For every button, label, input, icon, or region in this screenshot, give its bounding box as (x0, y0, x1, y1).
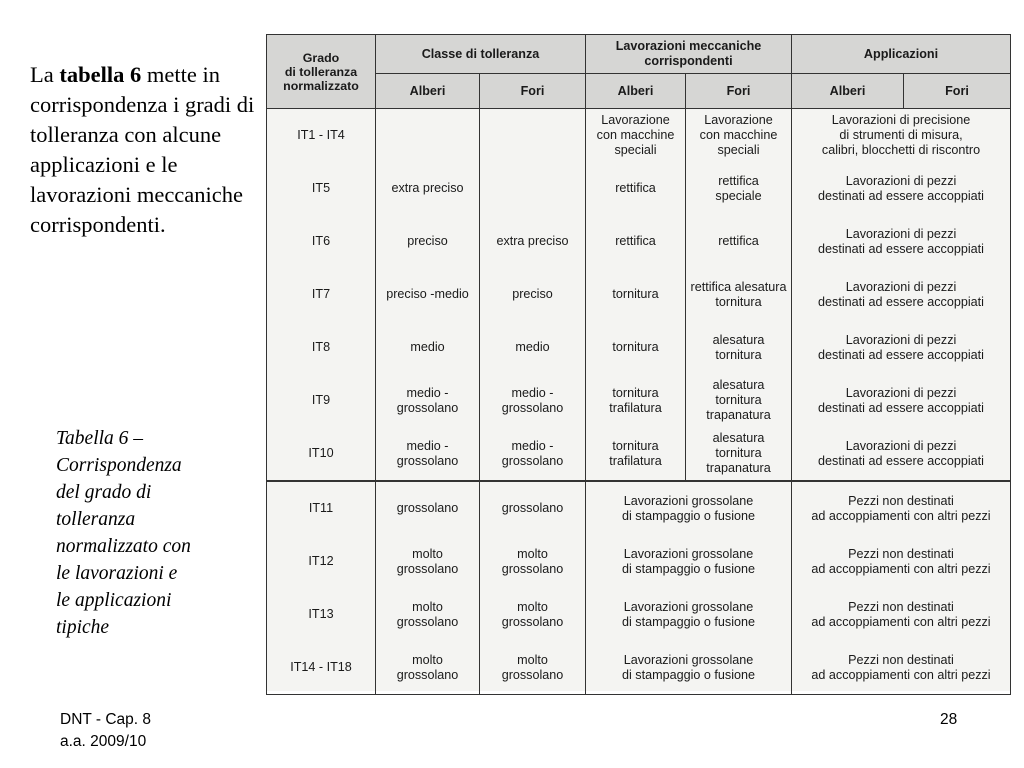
footer-year: a.a. 2009/10 (60, 733, 147, 750)
cell-grade: IT10 (267, 427, 376, 481)
cell-tol-hole-line: preciso (512, 287, 553, 301)
header-grade (267, 35, 376, 109)
header-grade-line: Grado (302, 50, 340, 65)
header-machining (586, 35, 792, 74)
cell-tol-hole (480, 162, 586, 215)
cell-tol-hole-line: grossolano (501, 614, 564, 629)
table-row (267, 162, 1011, 215)
header-app-holes: Fori (904, 74, 1011, 109)
cell-machining-line: di stampaggio o fusione (621, 614, 756, 629)
cell-mach-hole (686, 268, 792, 321)
caption-line: Tabella 6 – (56, 428, 144, 449)
cell-tol-shaft-line: medio - (406, 438, 449, 453)
cell-mach-hole-line: trapanatura (706, 408, 771, 422)
cell-application-line: Lavorazioni di pezzi (845, 226, 957, 241)
cell-tol-shaft-line: grossolano (396, 561, 459, 576)
caption-line: normalizzato con (56, 536, 191, 557)
cell-machining-line: di stampaggio o fusione (621, 561, 756, 576)
cell-mach-shaft-line: rettifica (615, 181, 656, 195)
cell-tol-hole-line: grossolano (501, 453, 564, 468)
cell-mach-hole-line: rettifica (718, 234, 759, 248)
cell-application-line: destinati ad essere accoppiati (818, 347, 984, 362)
cell-mach-hole-line: alesatura (712, 431, 765, 445)
cell-application-line: Pezzi non destinati (848, 546, 954, 561)
cell-machining-line: di stampaggio o fusione (621, 667, 756, 682)
cell-mach-hole-line: rettifica alesatura (690, 279, 787, 294)
cell-mach-shaft-line: trafilatura (609, 400, 662, 415)
intro-text-pre: La (30, 62, 60, 87)
table-row (267, 268, 1011, 321)
caption-line: Corrispondenza (56, 455, 182, 476)
tolerance-table-image (266, 34, 1010, 691)
cell-tol-hole-line: extra preciso (496, 234, 569, 248)
cell-application-line: Lavorazioni di pezzi (845, 438, 957, 453)
header-grade-line: normalizzato (283, 78, 359, 93)
cell-mach-shaft (586, 268, 686, 321)
cell-tol-shaft-line: preciso (407, 234, 448, 248)
header-mach-shafts: Alberi (586, 74, 686, 109)
cell-mach-hole-line: tornitura (715, 446, 762, 460)
cell-application-line: ad accoppiamenti con altri pezzi (811, 561, 991, 576)
cell-application-line: calibri, blocchetti di riscontro (821, 143, 981, 157)
cell-mach-shaft-line: tornitura (612, 340, 659, 354)
cell-tol-shaft-line: medio (410, 340, 445, 354)
cell-mach-shaft-line: Lavorazione (601, 113, 670, 127)
cell-machining-line: Lavorazioni grossolane (623, 493, 754, 508)
cell-grade: IT1 - IT4 (267, 109, 376, 163)
cell-tol-shaft-line: medio - (406, 385, 449, 400)
cell-tol-hole-line: grossolano (501, 501, 564, 515)
cell-mach-hole-line: tornitura (715, 347, 762, 362)
cell-application-line: destinati ad essere accoppiati (818, 188, 984, 203)
caption-line: le lavorazioni e (56, 563, 178, 584)
cell-mach-shaft-line: speciali (614, 143, 657, 157)
table-row (267, 481, 1011, 535)
header-tol-holes: Fori (480, 74, 586, 109)
cell-tol-shaft (376, 374, 480, 427)
cell-tol-hole-line: medio - (511, 438, 554, 453)
cell-application-line: destinati ad essere accoppiati (818, 294, 984, 309)
cell-application-line: Lavorazioni di pezzi (845, 279, 957, 294)
footer-course: DNT - Cap. 8 (60, 711, 152, 728)
cell-application-line: Pezzi non destinati (848, 493, 954, 508)
tolerance-table (266, 34, 1011, 695)
header-grade-line: di tolleranza (284, 64, 358, 79)
cell-mach-shaft (586, 321, 686, 374)
caption-line: del grado di (56, 482, 152, 503)
cell-application-line: destinati ad essere accoppiati (818, 400, 984, 415)
cell-grade: IT14 - IT18 (267, 641, 376, 695)
caption-line: le applicazioni (56, 590, 172, 611)
intro-text-bold: tabella 6 (59, 62, 142, 87)
footer-course-info (60, 709, 151, 753)
cell-mach-hole (686, 109, 792, 163)
cell-mach-shaft-line: tornitura (612, 438, 659, 453)
cell-mach-shaft-line: con macchine (596, 128, 675, 142)
cell-application-line: di strumenti di misura, (839, 128, 963, 142)
cell-application-line: ad accoppiamenti con altri pezzi (811, 508, 991, 523)
cell-tol-hole-line: grossolano (501, 400, 564, 415)
intro-text-post: mette in corrispondenza i gradi di tolleranza con alcune applicazioni e le lavorazioni meccaniche corrispondenti. (30, 62, 255, 237)
table-body (267, 109, 1011, 695)
cell-grade: IT5 (267, 162, 376, 215)
cell-tol-shaft (376, 481, 480, 535)
cell-tol-hole-line: molto (517, 546, 548, 561)
cell-mach-shaft (586, 162, 686, 215)
cell-mach-shaft (586, 427, 686, 481)
cell-tol-hole (480, 427, 586, 481)
cell-machining (586, 641, 792, 695)
cell-machining (586, 588, 792, 641)
cell-mach-hole-line: speciali (717, 143, 760, 157)
cell-tol-shaft-line: extra preciso (391, 181, 464, 195)
cell-tol-shaft-line: grossolano (396, 400, 459, 415)
cell-mach-hole (686, 427, 792, 481)
table-row (267, 641, 1011, 695)
cell-application-line: ad accoppiamenti con altri pezzi (811, 614, 991, 629)
cell-application (792, 535, 1011, 588)
cell-grade: IT12 (267, 535, 376, 588)
cell-mach-hole-line: rettifica (718, 173, 759, 188)
cell-machining (586, 535, 792, 588)
header-machining-line: Lavorazioni meccaniche (615, 39, 762, 53)
cell-tol-hole (480, 374, 586, 427)
cell-tol-hole-line: medio - (511, 385, 554, 400)
cell-tol-shaft (376, 535, 480, 588)
cell-grade: IT6 (267, 215, 376, 268)
cell-machining-line: di stampaggio o fusione (621, 508, 756, 523)
cell-tol-shaft-line: molto (412, 546, 443, 561)
cell-application (792, 481, 1011, 535)
cell-grade: IT9 (267, 374, 376, 427)
cell-application-line: Pezzi non destinati (848, 652, 954, 667)
table-row (267, 374, 1011, 427)
cell-mach-hole-line: con macchine (699, 128, 778, 142)
cell-tol-shaft (376, 162, 480, 215)
cell-application (792, 427, 1011, 481)
cell-tol-hole (480, 588, 586, 641)
cell-mach-hole-line: trapanatura (706, 461, 771, 475)
cell-application-line: Lavorazioni di pezzi (845, 385, 957, 400)
cell-tol-hole (480, 268, 586, 321)
cell-grade: IT13 (267, 588, 376, 641)
cell-application (792, 321, 1011, 374)
table-row (267, 588, 1011, 641)
cell-tol-shaft (376, 268, 480, 321)
header-tol-shafts: Alberi (376, 74, 480, 109)
table-row (267, 427, 1011, 481)
cell-grade: IT7 (267, 268, 376, 321)
cell-tol-hole-line: medio (515, 340, 550, 354)
cell-tol-hole (480, 641, 586, 695)
cell-tol-shaft-line: grossolano (396, 501, 459, 515)
cell-mach-hole-line: alesatura (712, 332, 765, 347)
table-row (267, 321, 1011, 374)
cell-tol-hole-line: molto (517, 599, 548, 614)
cell-mach-shaft (586, 374, 686, 427)
table-row (267, 109, 1011, 163)
cell-mach-shaft-line: rettifica (615, 234, 656, 248)
cell-tol-hole-line: grossolano (501, 667, 564, 682)
cell-machining (586, 481, 792, 535)
cell-application (792, 588, 1011, 641)
cell-application (792, 268, 1011, 321)
cell-tol-shaft (376, 427, 480, 481)
header-machining-line: corrispondenti (644, 54, 733, 68)
cell-mach-shaft (586, 215, 686, 268)
header-mach-holes: Fori (686, 74, 792, 109)
caption-line: tolleranza (56, 509, 136, 530)
cell-application (792, 162, 1011, 215)
page-number: 28 (940, 711, 958, 728)
cell-mach-hole (686, 162, 792, 215)
cell-tol-hole (480, 535, 586, 588)
cell-tol-shaft (376, 321, 480, 374)
cell-tol-shaft (376, 641, 480, 695)
cell-tol-shaft (376, 588, 480, 641)
cell-tol-shaft-line: grossolano (396, 667, 459, 682)
cell-tol-shaft (376, 215, 480, 268)
table-caption (56, 425, 246, 641)
cell-mach-shaft-line: tornitura (612, 385, 659, 400)
cell-tol-shaft-line: grossolano (396, 614, 459, 629)
cell-mach-hole-line: speciale (715, 188, 762, 203)
cell-tol-shaft-line: molto (412, 652, 443, 667)
cell-mach-hole-line: tornitura (715, 393, 762, 407)
intro-paragraph (30, 60, 256, 240)
cell-mach-hole-line: alesatura (712, 378, 765, 392)
cell-tol-shaft-line: grossolano (396, 453, 459, 468)
cell-application (792, 109, 1011, 163)
cell-tol-hole-line: grossolano (501, 561, 564, 576)
cell-tol-hole-line: molto (517, 652, 548, 667)
cell-application-line: Lavorazioni di pezzi (845, 173, 957, 188)
cell-tol-hole (480, 109, 586, 163)
table-row (267, 215, 1011, 268)
cell-tol-shaft-line: molto (412, 599, 443, 614)
cell-mach-shaft-line: trafilatura (609, 453, 662, 468)
cell-mach-shaft-line: tornitura (612, 287, 659, 301)
cell-mach-hole (686, 215, 792, 268)
cell-application-line: Lavorazioni di precisione (831, 113, 971, 127)
cell-application-line: ad accoppiamenti con altri pezzi (811, 667, 991, 682)
cell-machining-line: Lavorazioni grossolane (623, 546, 754, 561)
cell-application-line: destinati ad essere accoppiati (818, 241, 984, 256)
cell-mach-hole (686, 321, 792, 374)
cell-mach-shaft (586, 109, 686, 163)
cell-application-line: destinati ad essere accoppiati (818, 453, 984, 468)
header-app-shafts: Alberi (792, 74, 904, 109)
cell-tol-hole (480, 481, 586, 535)
cell-machining-line: Lavorazioni grossolane (623, 652, 754, 667)
cell-mach-hole-line: Lavorazione (704, 113, 773, 127)
cell-tol-hole (480, 215, 586, 268)
header-applications: Applicazioni (792, 35, 1011, 74)
cell-tol-hole (480, 321, 586, 374)
cell-application-line: Pezzi non destinati (848, 599, 954, 614)
cell-application (792, 374, 1011, 427)
cell-tol-shaft (376, 109, 480, 163)
caption-line: tipiche (56, 617, 110, 638)
cell-application (792, 641, 1011, 695)
cell-grade: IT8 (267, 321, 376, 374)
cell-mach-hole (686, 374, 792, 427)
header-tolerance-class: Classe di tolleranza (376, 35, 586, 74)
cell-application-line: Lavorazioni di pezzi (845, 332, 957, 347)
cell-mach-hole-line: tornitura (715, 294, 762, 309)
table-row (267, 535, 1011, 588)
cell-machining-line: Lavorazioni grossolane (623, 599, 754, 614)
cell-tol-shaft-line: preciso -medio (386, 287, 469, 301)
cell-grade: IT11 (267, 481, 376, 535)
cell-application (792, 215, 1011, 268)
